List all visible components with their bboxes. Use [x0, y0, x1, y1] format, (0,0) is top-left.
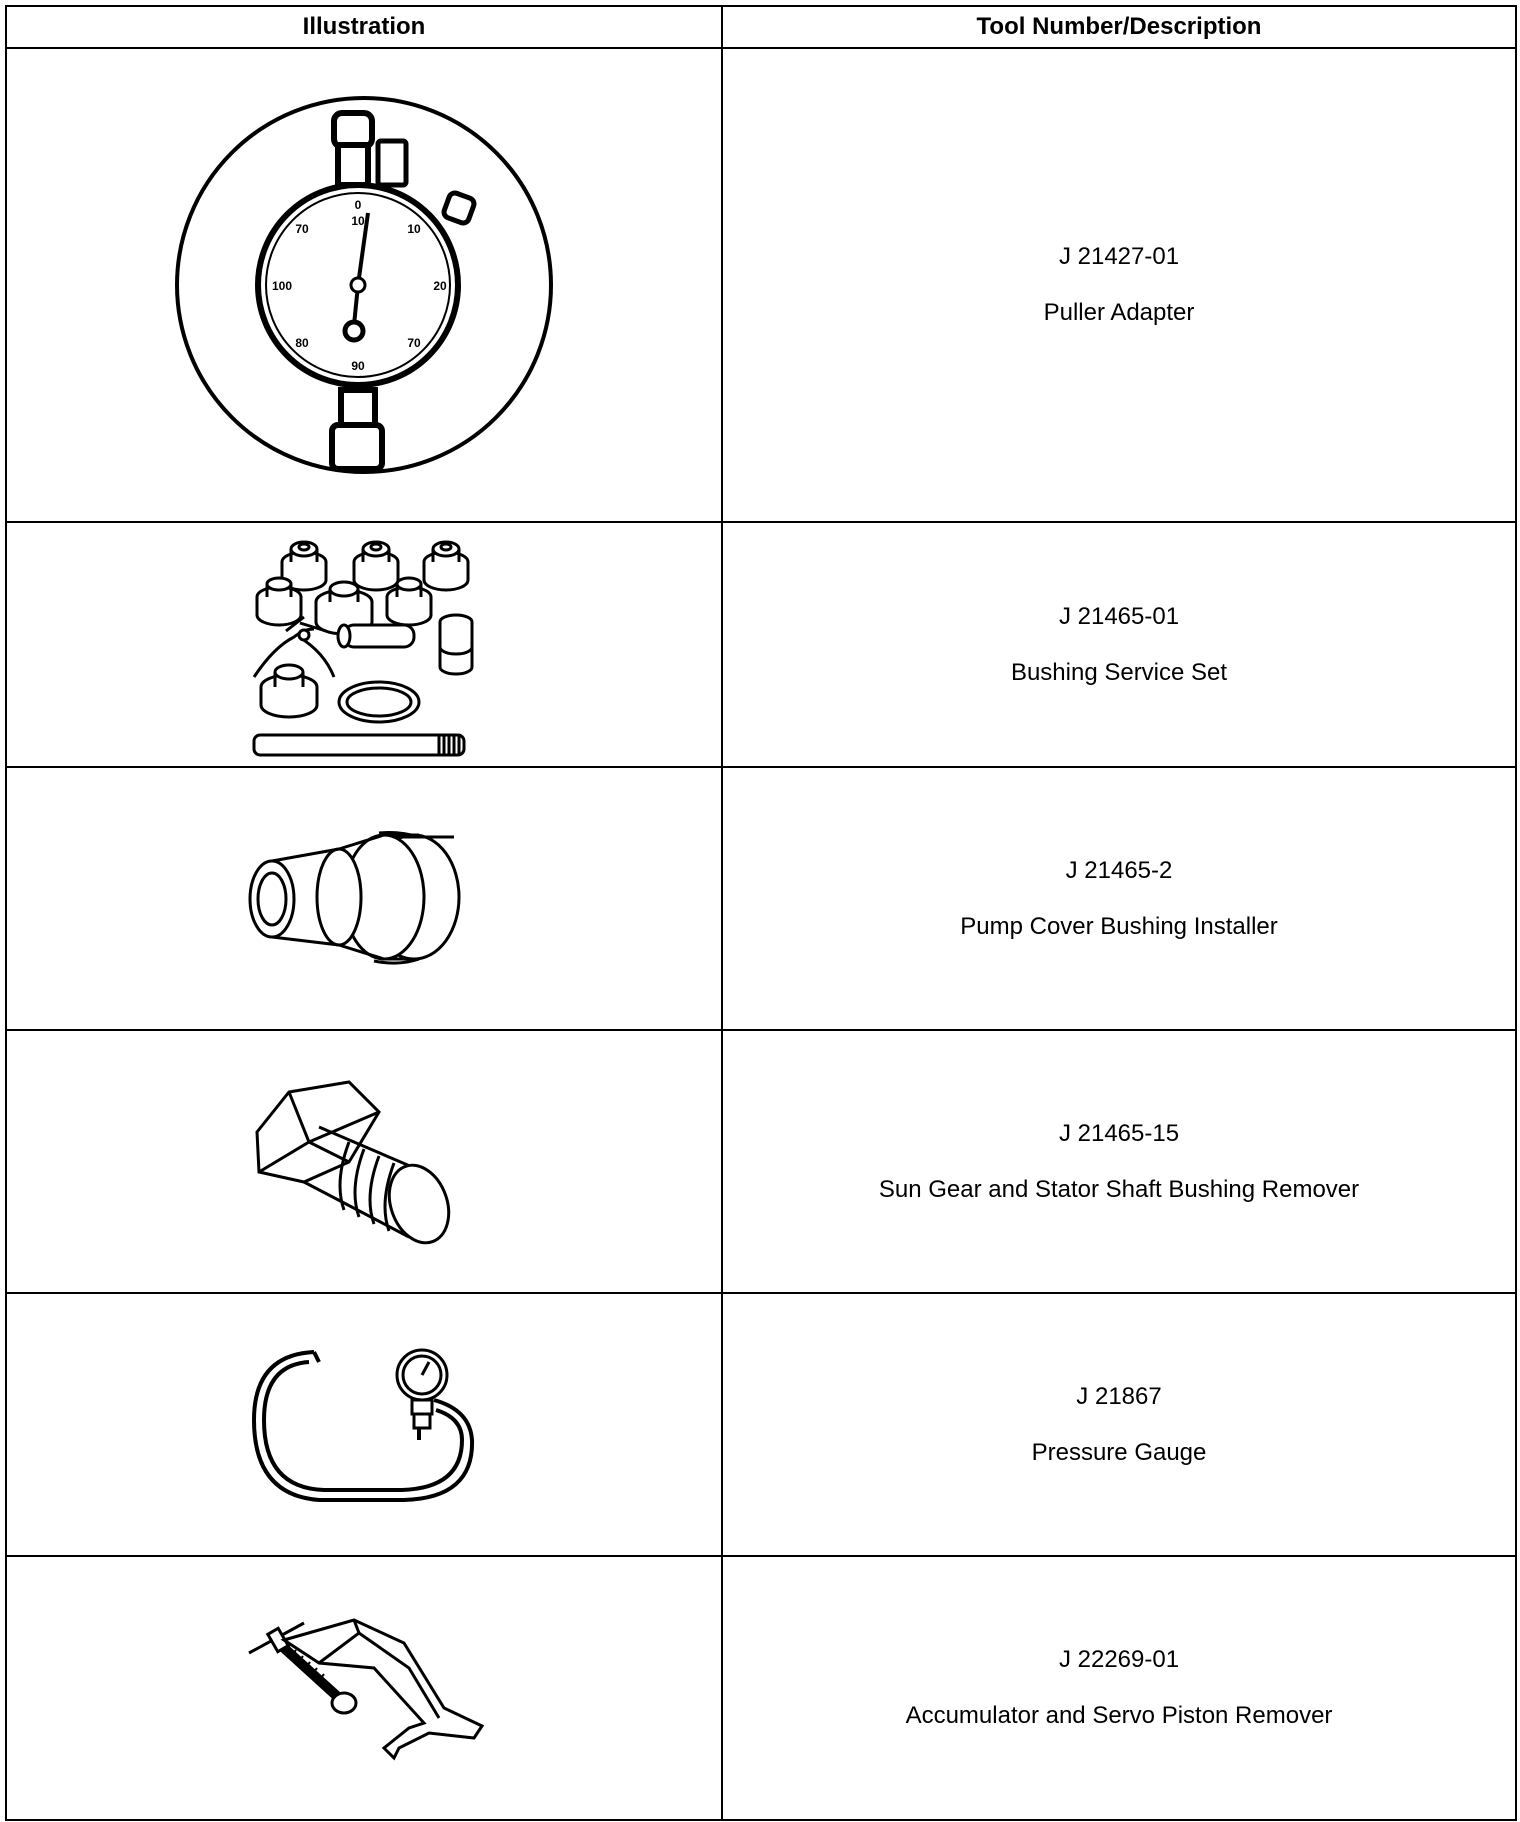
- header-row: [6, 6, 1516, 48]
- tool-description: Accumulator and Servo Piston Remover: [905, 1702, 1333, 1729]
- dial-label: 70: [295, 222, 309, 236]
- description-cell: [722, 767, 1516, 1030]
- table-row: [6, 522, 1516, 767]
- description-cell: [722, 1030, 1516, 1293]
- bushing-set-icon: [244, 527, 484, 762]
- tool-number: J 21465-2: [1065, 856, 1173, 884]
- illustration-cell: [6, 1293, 722, 1556]
- dial-label: 20: [433, 279, 447, 293]
- tool-description: Sun Gear and Stator Shaft Bushing Remover: [878, 1175, 1360, 1203]
- dial-label: 100: [271, 279, 293, 293]
- illustration-cell: [6, 48, 722, 522]
- dial-label: 0: [354, 198, 362, 212]
- table-row: [6, 1030, 1516, 1293]
- dial-label: 90: [351, 359, 365, 373]
- tool-number: J 21465-15: [1058, 1119, 1180, 1147]
- dial-label: 70: [407, 336, 421, 350]
- illustration-cell: [6, 1030, 722, 1293]
- tool-table: [5, 5, 1517, 1821]
- tool-description: Pump Cover Bushing Installer: [960, 912, 1278, 940]
- piston-remover-icon: [244, 1608, 484, 1768]
- pressure-gauge-icon: [244, 1340, 484, 1510]
- description-cell: [722, 48, 1516, 522]
- tool-number: J 21465-01: [1058, 602, 1180, 630]
- illustration-cell: [6, 522, 722, 767]
- tool-description: Pressure Gauge: [1031, 1438, 1207, 1466]
- tool-description: Puller Adapter: [1043, 299, 1195, 326]
- table-row: [6, 1556, 1516, 1820]
- description-cell: [722, 522, 1516, 767]
- bushing-remover-icon: [249, 1072, 479, 1252]
- bushing-installer-icon: [244, 819, 484, 979]
- illustration-cell: [6, 767, 722, 1030]
- dial-gauge-icon: [164, 85, 564, 485]
- tool-number: J 22269-01: [1058, 1646, 1180, 1673]
- table-row: [6, 48, 1516, 522]
- description-cell: [722, 1556, 1516, 1820]
- table-row: [6, 1293, 1516, 1556]
- dial-label: 80: [295, 336, 309, 350]
- dial-label: 10: [407, 222, 421, 236]
- table-row: [6, 767, 1516, 1030]
- column-header-description: Tool Number/Description: [722, 6, 1516, 48]
- column-header-illustration: Illustration: [6, 6, 722, 48]
- tool-description: Bushing Service Set: [1010, 658, 1228, 686]
- tool-number: J 21867: [1076, 1382, 1162, 1410]
- dial-label: 10: [351, 214, 365, 228]
- tool-number: J 21427-01: [1058, 243, 1180, 270]
- illustration-cell: [6, 1556, 722, 1820]
- description-cell: [722, 1293, 1516, 1556]
